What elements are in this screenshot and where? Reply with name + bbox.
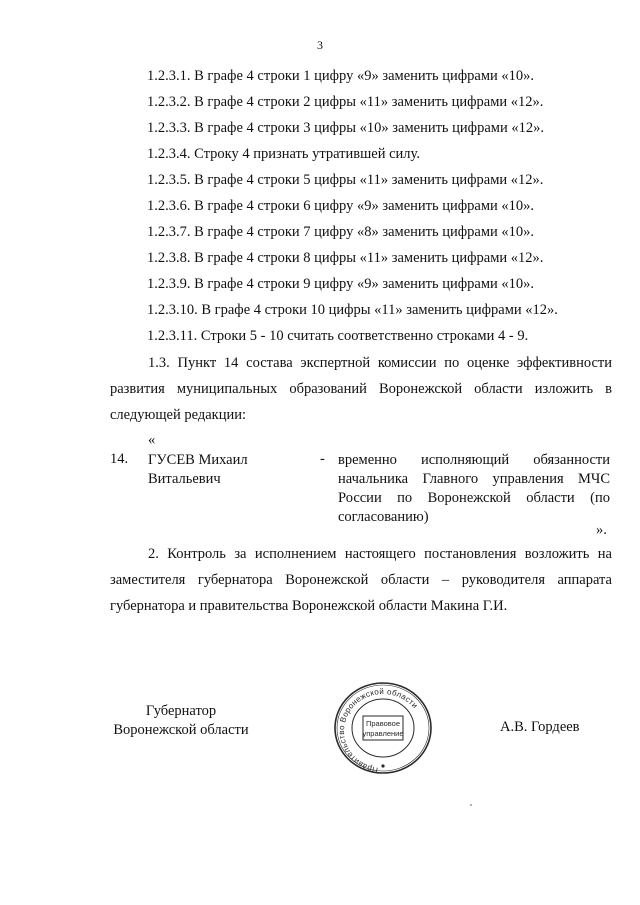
quote-close: ». bbox=[596, 522, 607, 538]
list-item: 1.2.3.2. В графе 4 строки 2 цифры «11» заменить цифрами «12». bbox=[147, 94, 544, 110]
member-patronymic: Витальевич bbox=[148, 471, 221, 487]
official-seal bbox=[332, 680, 434, 776]
seal-star-icon bbox=[381, 764, 384, 767]
list-item: 1.2.3.11. Строки 5 - 10 считать соответственно строками 4 - 9. bbox=[147, 328, 529, 344]
list-item: 1.2.3.10. В графе 4 строки 10 цифры «11» заменить цифрами «12». bbox=[147, 302, 558, 318]
quote-open: « bbox=[148, 432, 156, 448]
paragraph-1-3 bbox=[110, 350, 612, 428]
list-item: 1.2.3.4. Строку 4 признать утратившей силу. bbox=[147, 146, 420, 162]
member-description-last: согласованию) bbox=[338, 509, 429, 525]
list-item: 1.2.3.3. В графе 4 строки 3 цифры «10» заменить цифрами «12». bbox=[147, 120, 544, 136]
list-item: 1.2.3.6. В графе 4 строки 6 цифру «9» заменить цифрами «10». bbox=[147, 198, 535, 214]
member-surname-name: ГУСЕВ Михаил bbox=[148, 452, 248, 468]
member-dash: - bbox=[320, 451, 325, 467]
signatory-title-line2: Воронежской области bbox=[113, 722, 249, 738]
scan-speck bbox=[470, 804, 472, 806]
seal-ring-text: Правительство Воронежской области bbox=[336, 686, 420, 775]
member-number: 14. bbox=[110, 451, 129, 467]
member-description bbox=[338, 451, 610, 527]
member-description-main: временно исполняющий обязанности начальника Главного управления МЧС России по Воронежской области (по bbox=[338, 452, 610, 506]
seal-center-line1: Правовое bbox=[365, 719, 401, 728]
paragraph-2 bbox=[110, 541, 612, 619]
page-number: 3 bbox=[317, 38, 323, 52]
list-item: 1.2.3.9. В графе 4 строки 9 цифру «9» заменить цифрами «10». bbox=[147, 276, 535, 292]
list-item: 1.2.3.5. В графе 4 строки 5 цифры «11» заменить цифрами «12». bbox=[147, 172, 544, 188]
seal-center-line2: управление bbox=[362, 729, 404, 738]
member-name bbox=[148, 451, 248, 489]
paragraph-2-text: 2. Контроль за исполнением настоящего постановления возложить на заместителя губернатора Воронежской области – руководителя аппарата губернатора и правительства Воронежской области Макина Г.И. bbox=[110, 546, 612, 614]
paragraph-1-3-text: 1.3. Пункт 14 состава экспертной комиссии по оценке эффективности развития муниципальных образований Воронежской области изложить в следующей редакции: bbox=[110, 355, 612, 423]
list-item: 1.2.3.7. В графе 4 строки 7 цифру «8» заменить цифрами «10». bbox=[147, 224, 535, 240]
list-item: 1.2.3.1. В графе 4 строки 1 цифру «9» заменить цифрами «10». bbox=[147, 68, 535, 84]
signatory-name: А.В. Гордеев bbox=[500, 719, 580, 735]
signatory-title bbox=[108, 702, 254, 740]
signatory-title-line1: Губернатор bbox=[145, 703, 217, 719]
list-item: 1.2.3.8. В графе 4 строки 8 цифры «11» заменить цифрами «12». bbox=[147, 250, 544, 266]
